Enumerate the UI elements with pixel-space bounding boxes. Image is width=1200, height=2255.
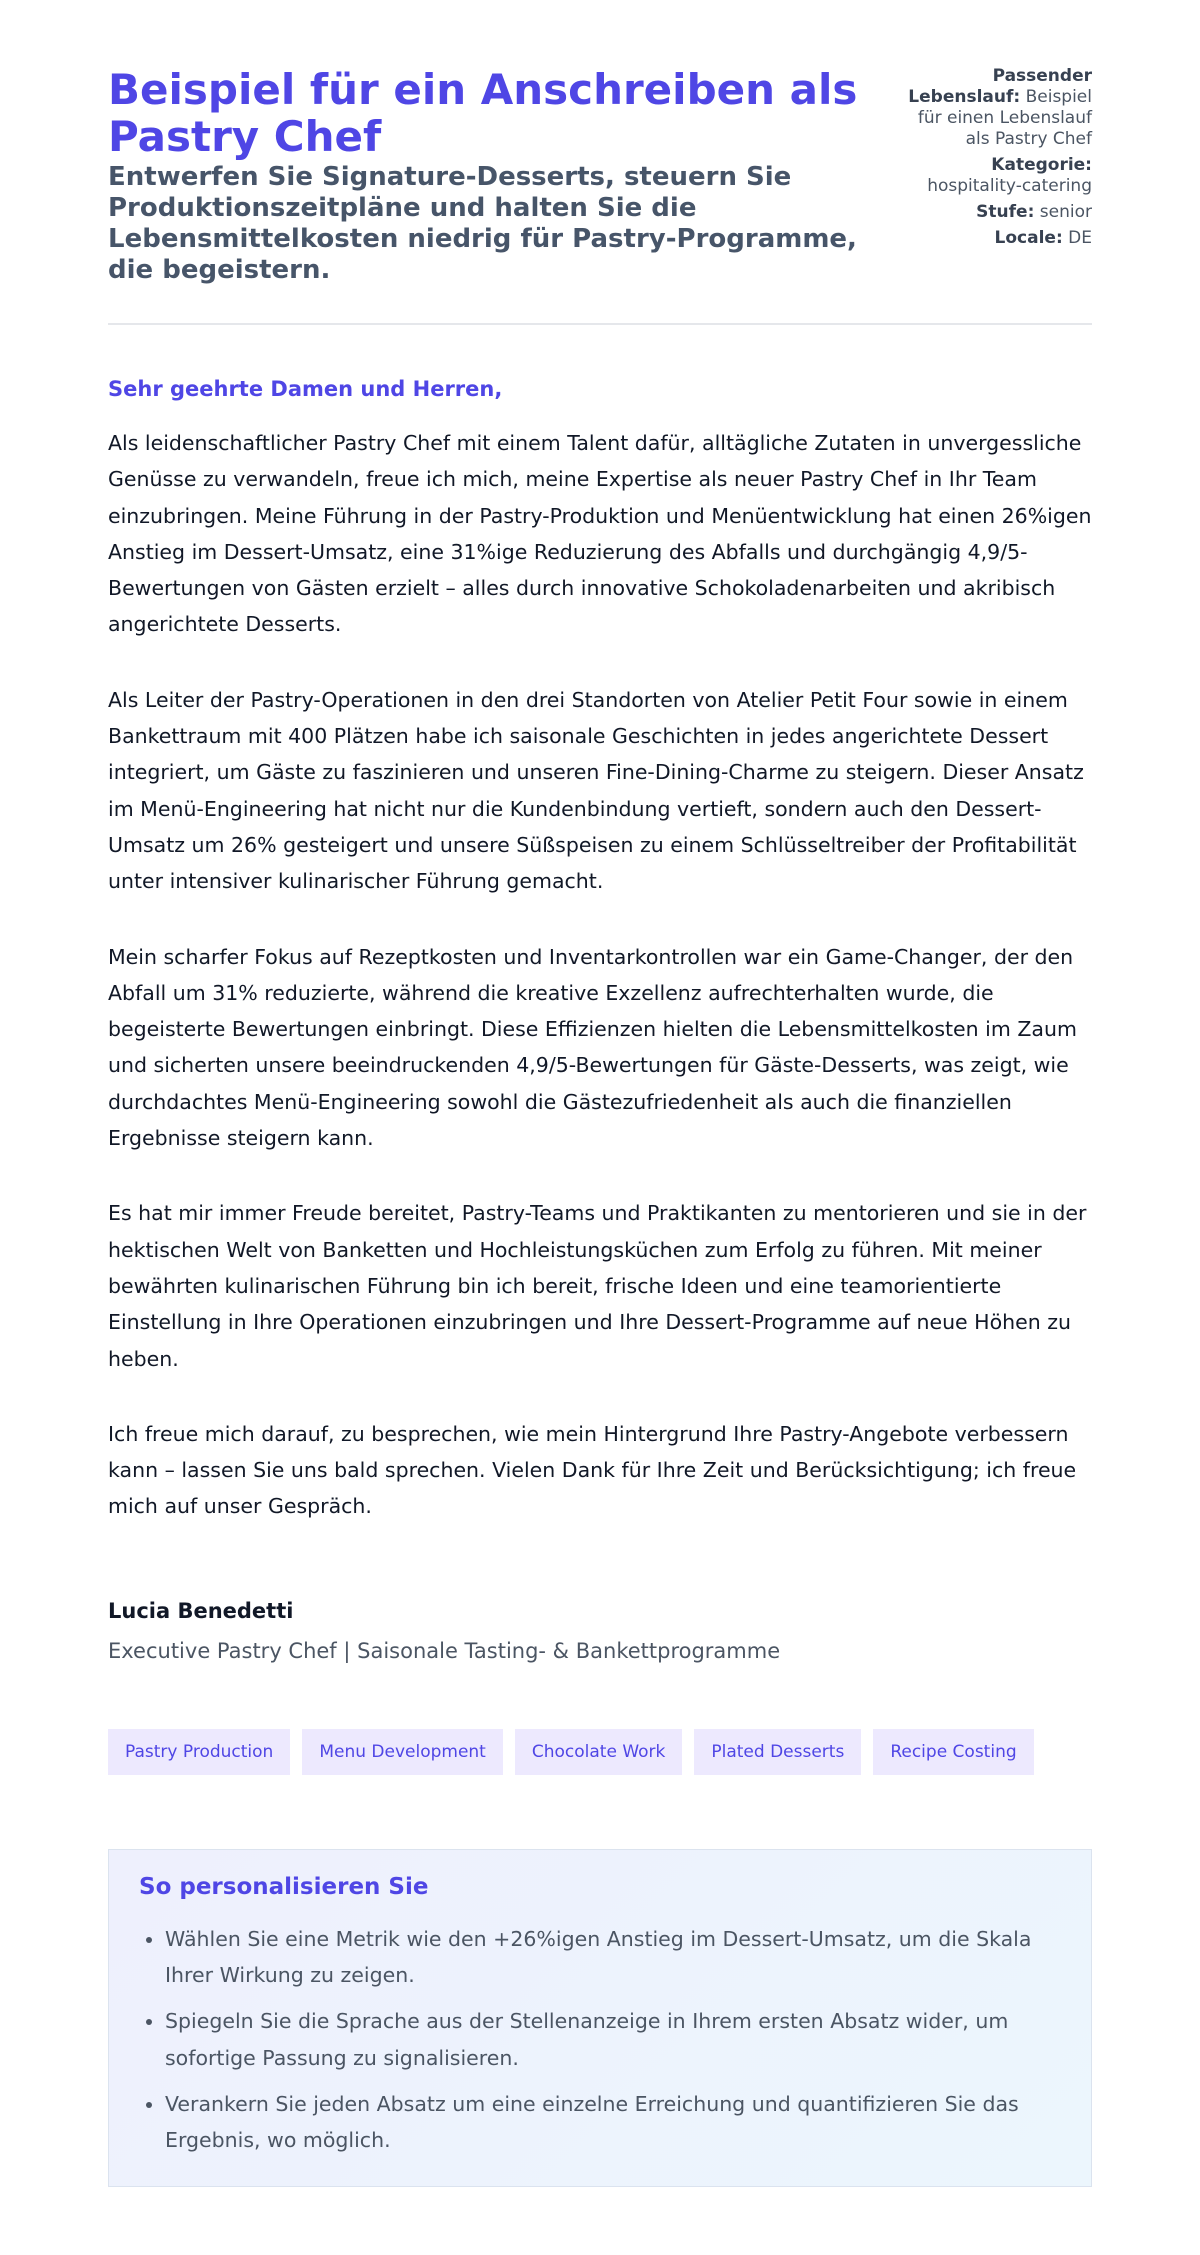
letter-paragraph: Ich freue mich darauf, zu besprechen, wie mein Hintergrund Ihre Pastry-Angebote verbessern kann – lassen Sie uns bald sprechen. Vielen Dank für Ihre Zeit und Berücksichtigung; ich freue mich auf unser Gespräch. [108,1421,1077,1519]
skill-tag: Chocolate Work [515,1729,683,1775]
letter-paragraph: Als leidenschaftlicher Pastry Chef mit einem Talent dafür, alltägliche Zutaten in unvergessliche Genüsse zu verwandeln, freue ich mich, meine Expertise als neuer Pastry Chef in Ihr Team einzubringen. Meine Führung in der Pastry-Produktion und Menüentwicklung hat einen 26%igen Anstieg im Dessert-Umsatz, eine 31%ige Reduzierung des Abfalls und durchgängig 4,9/5-Bewertungen von Gästen erzielt – alles durch innovative Schokoladenarbeiten und akribisch angerichtete Desserts. [108,431,1092,637]
header-divider [108,323,1092,325]
letter-greeting: Sehr geehrte Damen und Herren, [108,377,503,401]
page-subtitle: Entwerfen Sie Signature-Desserts, steuern Sie Produktionszeitpläne und halten Sie die Lebensmittelkosten niedrig für Pastry-Programme, die begeistern. [108,162,857,285]
tips-list [139,1921,1061,2159]
signature-block [108,1597,1092,1665]
skill-tag: Plated Desserts [694,1729,861,1775]
title-block [108,66,868,286]
letter-paragraph: Als Leiter der Pastry-Operationen in den drei Standorten von Atelier Petit Four sowie in einem Bankettraum mit 400 Plätzen habe ich saisonale Geschichten in jedes angerichtete Dessert integriert, um Gäste zu faszinieren und unseren Fine-Dining-Charme zu steigern. Dieser Ansatz im Menü-Engineering hat nicht nur die Kundenbindung vertieft, sondern auch den Dessert-Umsatz um 26% gesteigert und unsere Süßspeisen zu einem Schlüsseltreiber der Profitabilität unter intensiver kulinarischer Führung gemacht. [108,687,1084,894]
letter-paragraph: Es hat mir immer Freude bereitet, Pastry-Teams und Praktikanten zu mentorieren und sie in der hektischen Welt von Banketten und Hochleistungsküchen zum Erfolg zu führen. Mit meiner bewährten kulinarischen Führung bin ich bereit, frische Ideen und eine teamorientierte Einstellung in Ihre Operationen einzubringen und Ihre Dessert-Programme auf neue Höhen zu heben. [108,1201,1087,1371]
skill-tag: Recipe Costing [873,1729,1033,1775]
meta-level [892,202,1092,223]
tip-item: • Spiegeln Sie die Sprache aus der Stellenanzeige in Ihrem ersten Absatz wider, um sofortige Passung zu signalisieren. [165,2003,1061,2076]
meta-category-value: hospitality-catering [927,176,1092,196]
meta-category [892,155,1092,197]
meta-category-label: Kategorie: [991,155,1092,175]
meta-panel [892,66,1092,254]
personalization-tips-box [108,1849,1092,2187]
page-title: Beispiel für ein Anschreiben als Pastry Chef [108,65,858,161]
meta-resume-label: Passender Lebenslauf: [908,66,1092,107]
page-header [108,66,1092,286]
signature-name: Lucia Benedetti [108,1598,294,1623]
signature-role: Executive Pastry Chef | Saisonale Tasting- & Bankettprogramme [108,1638,781,1663]
skill-tag: Pastry Production [108,1729,290,1775]
tip-item: • Verankern Sie jeden Absatz um eine einzelne Erreichung und quantifizieren Sie das Ergebnis, wo möglich. [165,2086,1061,2159]
meta-locale-label: Locale: [994,228,1063,248]
tip-item: • Wählen Sie eine Metrik wie den +26%igen Anstieg im Dessert-Umsatz, um die Skala Ihrer Wirkung zu zeigen. [165,1921,1061,1994]
letter-paragraph: Mein scharfer Fokus auf Rezeptkosten und Inventarkontrollen war ein Game-Changer, der den Abfall um 31% reduzierte, während die kreative Exzellenz aufrechterhalten wurde, die begeisterte Bewertungen einbringt. Diese Effizienzen hielten die Lebensmittelkosten im Zaum und sicherten unsere beeindruckenden 4,9/5-Bewertungen für Gäste-Desserts, was zeigt, wie durchdachtes Menü-Engineering sowohl die Gästezufriedenheit als auch die finanziellen Ergebnisse steigern kann. [108,944,1077,1151]
meta-level-label: Stufe: [976,202,1035,222]
meta-resume [892,66,1092,150]
letter-body [108,375,1092,1525]
meta-locale-value: DE [1068,228,1092,248]
meta-resume-value: Beispiel für einen Lebenslauf als Pastry Chef [917,87,1092,149]
meta-locale [892,228,1092,249]
skill-tags [108,1729,1092,1775]
tips-title: So personalisieren Sie [139,1873,429,1900]
skill-tag: Menu Development [302,1729,503,1775]
meta-level-value: senior [1039,202,1092,222]
